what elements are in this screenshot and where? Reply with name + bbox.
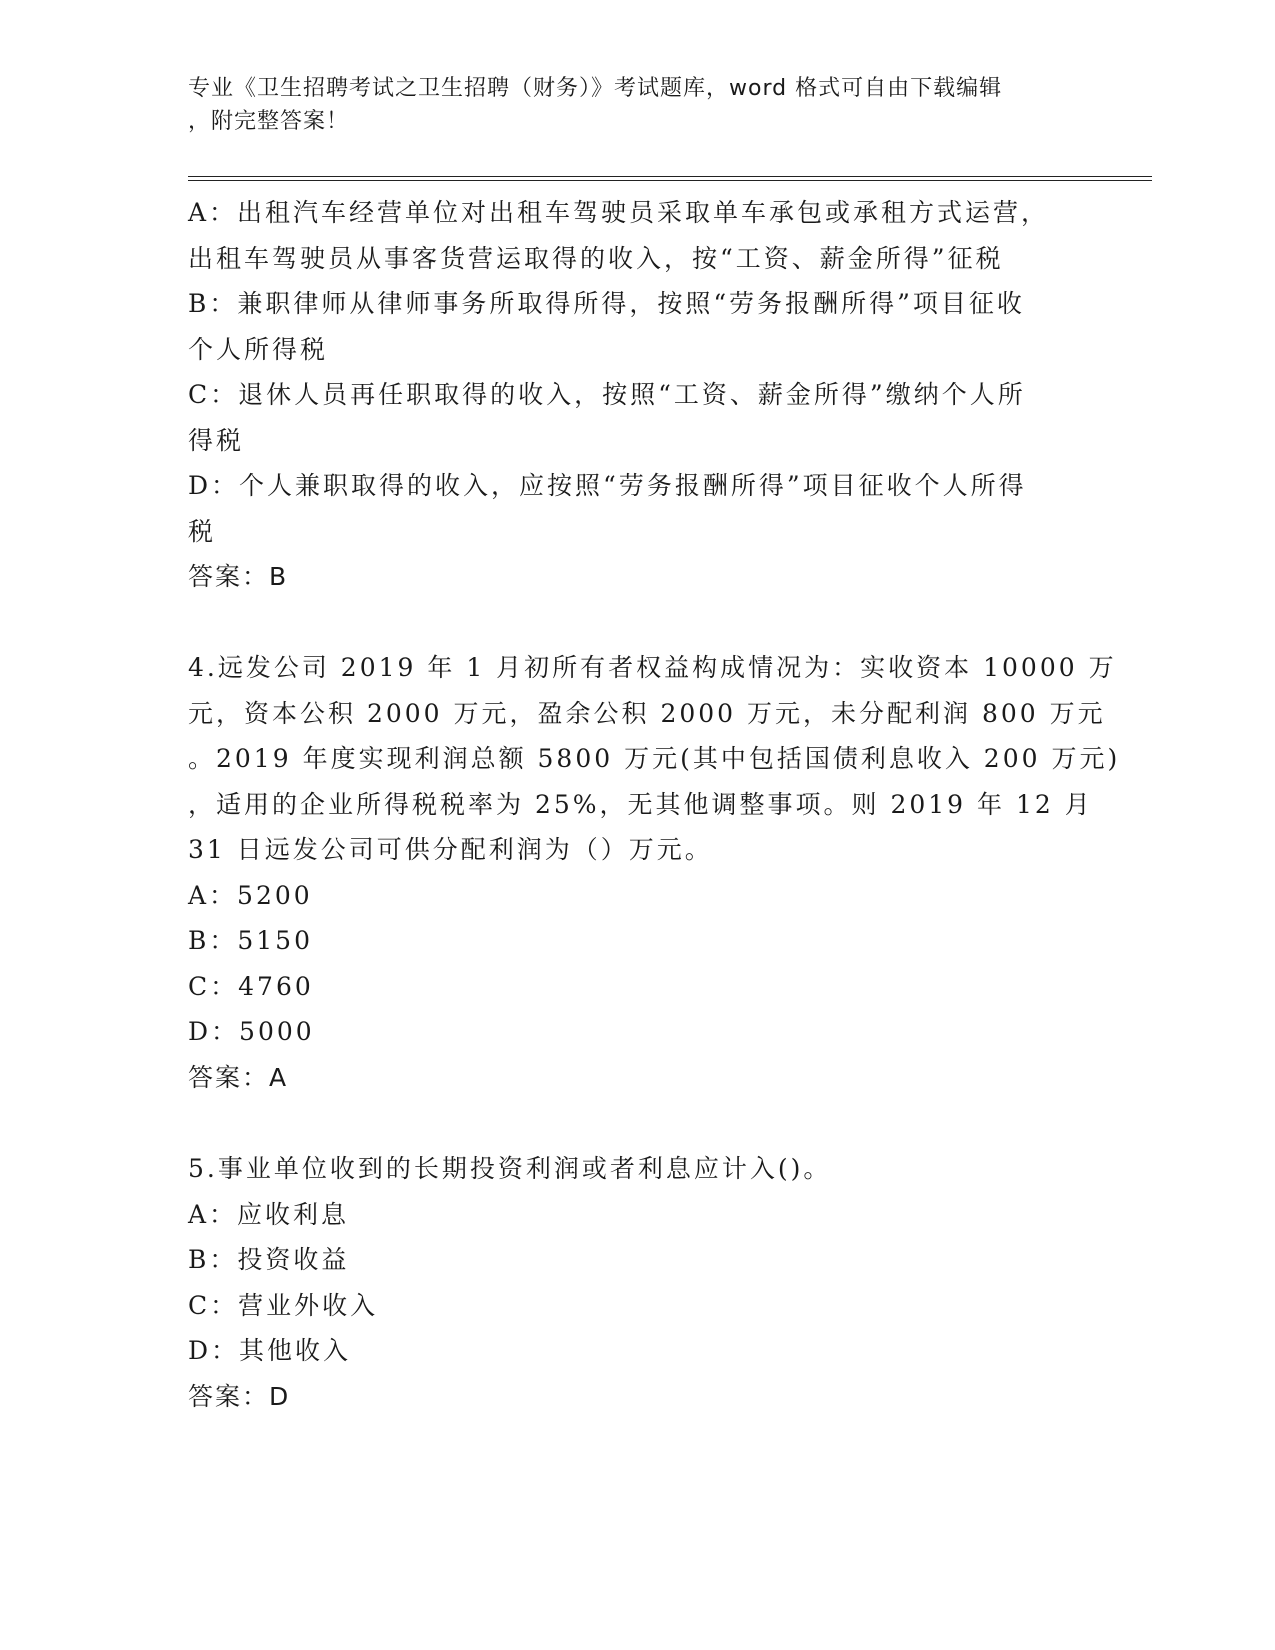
header-line-2: ，附完整答案！ (188, 109, 350, 134)
question-stem-line: 4.远发公司 2019 年 1 月初所有者权益构成情况为：实收资本 10000 万 (188, 653, 1117, 682)
question-stem-line: 31 日远发公司可供分配利润为（）万元。 (188, 835, 713, 864)
option-b: B：5150 (188, 926, 313, 955)
option-d-line-1: D：个人兼职取得的收入，应按照“劳务报酬所得”项目征收个人所得 (188, 471, 1027, 500)
option-c-line-2: 得税 (188, 425, 245, 455)
option-d: D：其他收入 (188, 1336, 352, 1365)
option-a: A：5200 (188, 880, 313, 910)
option-d-line-2: 税 (188, 516, 217, 546)
option-c-line-1: C：退休人员再任职取得的收入，按照“工资、薪金所得”缴纳个人所 (188, 380, 1026, 409)
option-b: B：投资收益 (188, 1245, 350, 1274)
question-3 (188, 190, 1088, 600)
option-c: C：4760 (188, 971, 314, 1001)
question-stem-line: 。2019 年度实现利润总额 5800 万元(其中包括国债利息收入 200 万元) (188, 744, 1121, 773)
question-stem-line: ，适用的企业所得税税率为 25%，无其他调整事项。则 2019 年 12 月 (188, 789, 1093, 819)
option-c: C：营业外收入 (188, 1290, 379, 1320)
option-a-line-2: 出租车驾驶员从事客货营运取得的收入，按“工资、薪金所得”征税 (188, 243, 1004, 273)
answer-label: 答案：A (188, 1062, 289, 1092)
answer-label: 答案：B (188, 562, 289, 591)
question-stem-line: 5.事业单位收到的长期投资利润或者利息应计入()。 (188, 1154, 832, 1183)
option-a-line-1: A：出租汽车经营单位对出租车驾驶员采取单车承包或承租方式运营， (188, 198, 1050, 227)
option-a: A：应收利息 (188, 1199, 350, 1229)
question-5 (188, 1146, 1088, 1419)
question-stem-line: 元，资本公积 2000 万元，盈余公积 2000 万元，未分配利润 800 万元 (188, 698, 1106, 728)
option-d: D：5000 (188, 1017, 315, 1046)
document-header (188, 72, 1088, 138)
question-4 (188, 645, 1121, 1100)
header-line-1: 专业《卫生招聘考试之卫生招聘（财务）》考试题库，word 格式可自由下载编辑 (188, 76, 1003, 101)
header-divider (188, 176, 1152, 181)
option-b-line-2: 个人所得税 (188, 334, 329, 364)
option-b-line-1: B：兼职律师从律师事务所取得所得，按照“劳务报酬所得”项目征收 (188, 289, 1025, 318)
answer-label: 答案：D (188, 1381, 291, 1411)
